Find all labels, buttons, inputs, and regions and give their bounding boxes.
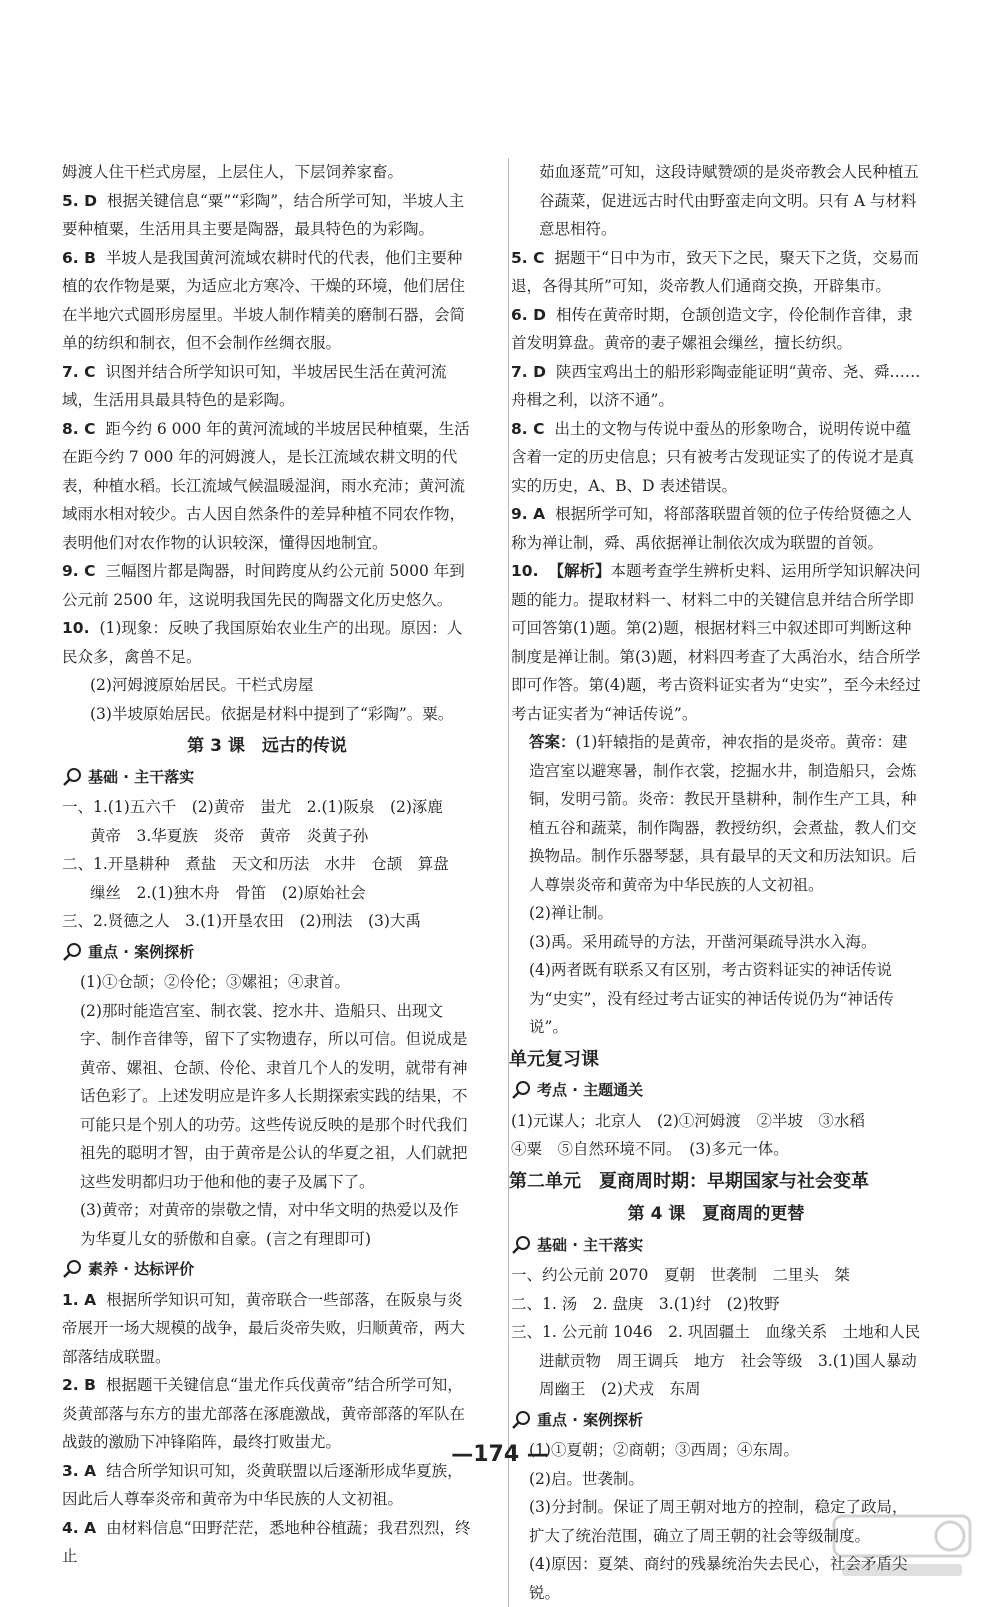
lesson-title: 第 4 课 夏商周的更替 <box>627 1204 805 1224</box>
answer-text: (1)轩辕指的是黄帝，神农指的是炎帝。黄帝：建造宫室以避寒暑，制作衣裳，挖掘水井，制造船只，会炼铜，发明弓箭。炎帝：教民开垦耕种，制作生产工具，种植五谷和蔬菜，制作陶器，教授纺织，会煮盐，教人们交换物品。制作乐器琴瑟，具有最早的天文和历法知识。后人尊崇炎帝和黄帝为中华民族的人文初祖。 <box>529 733 917 894</box>
answer-text: 结合所学知识可知，炎黄联盟以后逐渐形成华夏族，因此后人尊奉炎帝和黄帝为中华民族的人文初祖。 <box>62 1461 463 1508</box>
section-heading-label: 基础 · 主干落实 <box>537 1235 644 1254</box>
answer-item <box>511 500 921 557</box>
answer-text: 半坡人是我国黄河流域农耕时代的代表，他们主要种植的农作物是粟，为适应北方寒冷、干燥的环境，他们居住在半地穴式圆形房屋里。半坡人制作精美的磨制石器，会简单的纺织和制衣，但不会制作丝绸衣服。 <box>62 248 466 352</box>
answer-number: 6. D <box>511 305 546 324</box>
section-heading-label: 重点 · 案例探析 <box>88 942 195 961</box>
answer-number: 8. C <box>62 419 96 438</box>
answer-text: 三幅图片都是陶器，时间跨度从约公元前 5000 年到公元前 2500 年，这说明我国先民的陶器文化历史悠久。 <box>62 562 465 609</box>
section-heading-label: 素养 · 达标评价 <box>88 1260 195 1278</box>
left-column <box>62 158 472 1571</box>
answer-number: 7. C <box>62 362 96 381</box>
page-number: —174 — <box>451 1442 549 1467</box>
text-line: (2)启。世袭制。 <box>529 1469 644 1488</box>
answer-block <box>511 728 921 899</box>
section-heading <box>511 1231 921 1260</box>
answer-item <box>511 244 921 301</box>
text-line: (1)元谋人；北京人 (2)①河姆渡 ②半坡 ③水稻 <box>511 1111 865 1130</box>
text-line: 二、1. 汤 2. 盘庚 3.(1)纣 (2)牧野 <box>511 1294 780 1313</box>
text-line: (2)禅让制。 <box>529 904 613 922</box>
answer-text: 根据题干关键信息“蚩尤作兵伐黄帝”结合所学可知，炎黄部落与东方的蚩尤部落在涿鹿激战，黄帝部落的军队在战鼓的激励下冲锋陷阵，最终打败蚩尤。 <box>62 1376 466 1451</box>
answer-item <box>511 557 921 728</box>
answer-number: 10. <box>511 562 539 580</box>
answer-item <box>62 557 472 614</box>
text-line: (3)黄帝；对黄帝的崇敬之情，对中华文明的热爱以及作为华夏儿女的骄傲和自豪。(言之有理即可) <box>80 1201 459 1248</box>
text-line: (1)①夏朝；②商朝；③西周；④东周。 <box>529 1441 799 1459</box>
answer-text: 出土的文物与传说中蚕丛的形象吻合，说明传说中蕴含着一定的历史信息；只有被考古发现证实了的传说才是真实的历史，A、B、D 表述错误。 <box>511 419 915 495</box>
text-line: 三、2.贤德之人 3.(1)开垦农田 (2)刑法 (3)大禹 <box>62 912 421 930</box>
text-line: (3)分封制。保证了周王朝对地方的控制，稳定了政局，扩大了统治范围，确立了周王朝的社会等级制度。 <box>529 1498 908 1545</box>
magnifier-icon <box>511 1410 531 1430</box>
answer-item <box>62 614 472 671</box>
analysis-tag: 【解析】 <box>548 562 611 580</box>
answer-text: 本题考查学生辨析史料、运用所学知识解决问题的能力。提取材料一、材料二中的关键信息并结合所学即可回答第(1)题。第(2)题，根据材料三中叙述即可判断这种制度是禅让制。第(3)题，材料四考查了大禹治水，结合所学即可作答。第(4)题，考古资料证实者为“史实”，至今未经过考古证实者为“神话传说”。 <box>511 562 921 723</box>
right-column <box>508 158 921 1607</box>
magnifier-icon <box>62 767 82 787</box>
section-heading-label: 重点 · 案例探析 <box>537 1410 644 1429</box>
answer-text: 根据所学可知，将部落联盟首领的位子传给贤德之人称为禅让制，舜、禹依据禅让制依次成为联盟的首领。 <box>511 505 912 552</box>
text-line: (2)那时能造宫室、制衣裳、挖水井、造船只、出现文字、制作音律等，留下了实物遗存，所以可信。但说成是黄帝、嫘祖、仓颉、伶伦、隶首几个人的发明，就带有神话色彩了。上述发明应是许多人长期探索实践的结果，不可能只是个别人的功劳。这些传说反映的是那个时代我们祖先的聪明才智，由于黄帝是公认的华夏之祖，人们就把这些发明都归功于他和他的妻子及属下了。 <box>80 1001 468 1191</box>
text-line: 缫丝 2.(1)独木舟 骨笛 (2)原始社会 <box>90 883 366 902</box>
text-line: ④粟 ⑤自然环境不同。 (3)多元一体。 <box>511 1140 789 1158</box>
answer-item <box>62 358 472 415</box>
section-heading-label: 考点 · 主题通关 <box>537 1081 644 1099</box>
section-heading <box>62 763 472 792</box>
review-title: 单元复习课 <box>509 1048 599 1070</box>
answer-item <box>62 187 472 244</box>
magnifier-icon <box>511 1080 531 1100</box>
answer-item <box>511 358 921 415</box>
answer-tag: 答案： <box>529 733 576 751</box>
answer-number: 4. A <box>62 1518 97 1537</box>
answer-item <box>511 415 921 501</box>
text-line: (1)①仓颉；②伶伦；③嫘祖；④隶首。 <box>80 973 350 991</box>
answer-number: 5. C <box>511 248 545 267</box>
answer-subitem: (2)河姆渡原始居民。干栏式房屋 <box>90 676 314 694</box>
text-line: 周幽王 (2)犬戎 东周 <box>539 1380 701 1398</box>
section-heading-label: 基础 · 主干落实 <box>88 767 195 786</box>
answer-text: 距今约 6 000 年的黄河流域的半坡居民种植粟，生活在距今约 7 000 年的河姆渡人，是长江流域农耕文明的代表，种植水稻。长江流域气候温暖湿润，雨水充沛；黄河流域雨水相对较少。古人因自然条件的差异种植不同农作物，表明他们对农作物的认识较深，懂得因地制宜。 <box>62 419 470 552</box>
text-line: (3)禹。采用疏导的方法，开凿河渠疏导洪水入海。 <box>529 932 877 951</box>
unit-title: 第二单元 夏商周时期：早期国家与社会变革 <box>509 1170 869 1192</box>
text-line: (4)两者既有联系又有区别，考古资料证实的神话传说为“史实”，没有经过考古证实的神话传说仍为“神话传说”。 <box>529 961 894 1036</box>
answer-subitem: (3)半坡原始居民。依据是材料中提到了“彩陶”。粟。 <box>90 704 454 723</box>
section-heading <box>511 1076 921 1105</box>
text-line: 一、约公元前 2070 夏朝 世袭制 二里头 桀 <box>511 1266 850 1284</box>
watermark-logo <box>832 1512 972 1582</box>
section-heading <box>62 1255 472 1284</box>
answer-text: 陕西宝鸡出土的船形彩陶壶能证明“黄帝、尧、舜……舟楫之利，以济不通”。 <box>511 362 921 409</box>
answer-number: 9. C <box>62 562 96 580</box>
lesson-title: 第 3 课 远古的传说 <box>187 736 347 756</box>
answer-text: 由材料信息“田野茫茫，悉地种谷植蔬；我君烈烈，终止 <box>62 1518 471 1565</box>
text-line: 姆渡人住干栏式房屋，上层住人，下层饲养家畜。 <box>62 163 404 181</box>
answer-number: 8. C <box>511 419 545 438</box>
answer-number: 2. B <box>62 1376 96 1394</box>
answer-number: 3. A <box>62 1461 97 1480</box>
answer-item <box>62 1286 472 1372</box>
magnifier-icon <box>62 1259 82 1279</box>
answer-number: 10. <box>62 619 90 637</box>
answer-item <box>62 1514 472 1571</box>
answer-item <box>511 301 921 358</box>
answer-number: 6. B <box>62 248 96 267</box>
magnifier-icon <box>511 1235 531 1255</box>
text-line: 一、1.(1)五六千 (2)黄帝 蚩尤 2.(1)阪泉 (2)涿鹿 <box>62 798 443 816</box>
section-heading <box>511 1406 921 1435</box>
answer-item <box>62 415 472 558</box>
answer-number: 7. D <box>511 362 546 381</box>
magnifier-icon <box>62 942 82 962</box>
text-line: 黄帝 3.华夏族 炎帝 黄帝 炎黄子孙 <box>90 826 369 845</box>
section-heading <box>62 938 472 967</box>
text-line: 进献贡物 周王调兵 地方 社会等级 3.(1)国人暴动 <box>539 1351 917 1370</box>
answer-item <box>62 244 472 358</box>
answer-text: 相传在黄帝时期，仓颉创造文字，伶伦制作音律，隶首发明算盘。黄帝的妻子嫘祖会缫丝，擅长纺织。 <box>511 305 913 352</box>
answer-number: 9. A <box>511 505 546 523</box>
answer-text: 根据所学知识可知，黄帝联合一些部落，在阪泉与炎帝展开一场大规模的战争，最后炎帝失败，归顺黄帝，两大部落结成联盟。 <box>62 1290 466 1366</box>
answer-text: 识图并结合所学知识可知，半坡居民生活在黄河流域，生活用具最具特色的是彩陶。 <box>62 362 447 409</box>
text-line: 茹血逐荒”可知，这段诗赋赞颂的是炎帝教会人民种植五谷蔬菜，促进远古时代由野蛮走向文明。只有 A 与材料意思相符。 <box>539 163 919 238</box>
answer-number: 1. A <box>62 1290 97 1309</box>
text-line: 二、1.开垦耕种 煮盐 天文和历法 水井 仓颉 算盘 <box>62 855 449 873</box>
answer-number: 5. D <box>62 191 97 210</box>
answer-text: 据题干“日中为市，致天下之民，聚天下之货，交易而退，各得其所”可知，炎帝教人们通商交换，开辟集市。 <box>511 248 919 295</box>
answer-text: (1)现象：反映了我国原始农业生产的出现。原因：人民众多，禽兽不足。 <box>62 619 463 666</box>
text-line: (4)原因：夏桀、商纣的残暴统治失去民心，社会矛盾尖锐。 <box>529 1555 908 1602</box>
text-line: 三、1. 公元前 1046 2. 巩固疆土 血缘关系 土地和人民 <box>511 1323 921 1341</box>
answer-text: 根据关键信息“粟”“彩陶”，结合所学可知，半坡人主要种植粟，生活用具主要是陶器，最具特色的为彩陶。 <box>62 191 465 238</box>
